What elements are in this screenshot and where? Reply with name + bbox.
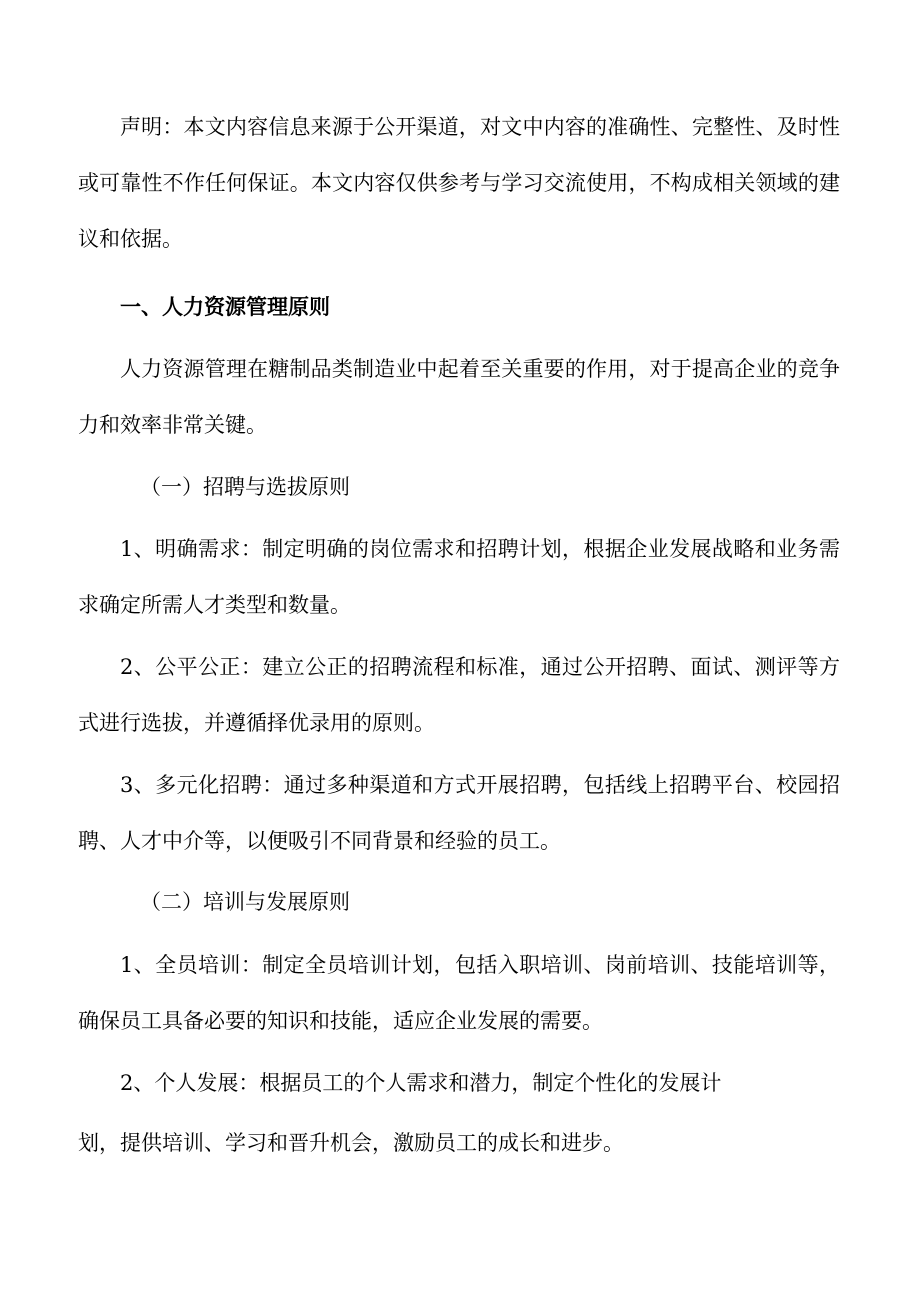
training-item-2-line-2: 划，提供培训、学习和晋升机会，激励员工的成长和进步。 [78,1131,624,1155]
recruitment-item-2: 2、公平公正：建立公正的招聘流程和标准，通过公开招聘、面试、测评等方式进行选拔，并遵循择优录用的原则。 [78,655,840,735]
subsection-heading-recruitment: （一）招聘与选拔原则 [140,475,350,499]
training-item-2-line-1: 2、个人发展：根据员工的个人需求和潜力，制定个性化的发展计 [120,1071,722,1095]
recruitment-item-3: 3、多元化招聘：通过多种渠道和方式开展招聘，包括线上招聘平台、校园招聘、人才中介等，以便吸引不同背景和经验的员工。 [78,773,840,853]
section-heading: 一、人力资源管理原则 [120,294,330,319]
section-intro-paragraph: 人力资源管理在糖制品类制造业中起着至关重要的作用，对于提高企业的竞争力和效率非常关键。 [78,357,840,437]
subsection-heading-training: （二）培训与发展原则 [140,890,350,914]
training-item-1: 1、全员培训：制定全员培训计划，包括入职培训、岗前培训、技能培训等，确保员工具备必要的知识和技能，适应企业发展的需要。 [78,953,840,1033]
recruitment-item-1: 1、明确需求：制定明确的岗位需求和招聘计划，根据企业发展战略和业务需求确定所需人才类型和数量。 [78,537,840,617]
disclaimer-paragraph: 声明：本文内容信息来源于公开渠道，对文中内容的准确性、完整性、及时性或可靠性不作任何保证。本文内容仅供参考与学习交流使用，不构成相关领域的建议和依据。 [78,115,840,251]
